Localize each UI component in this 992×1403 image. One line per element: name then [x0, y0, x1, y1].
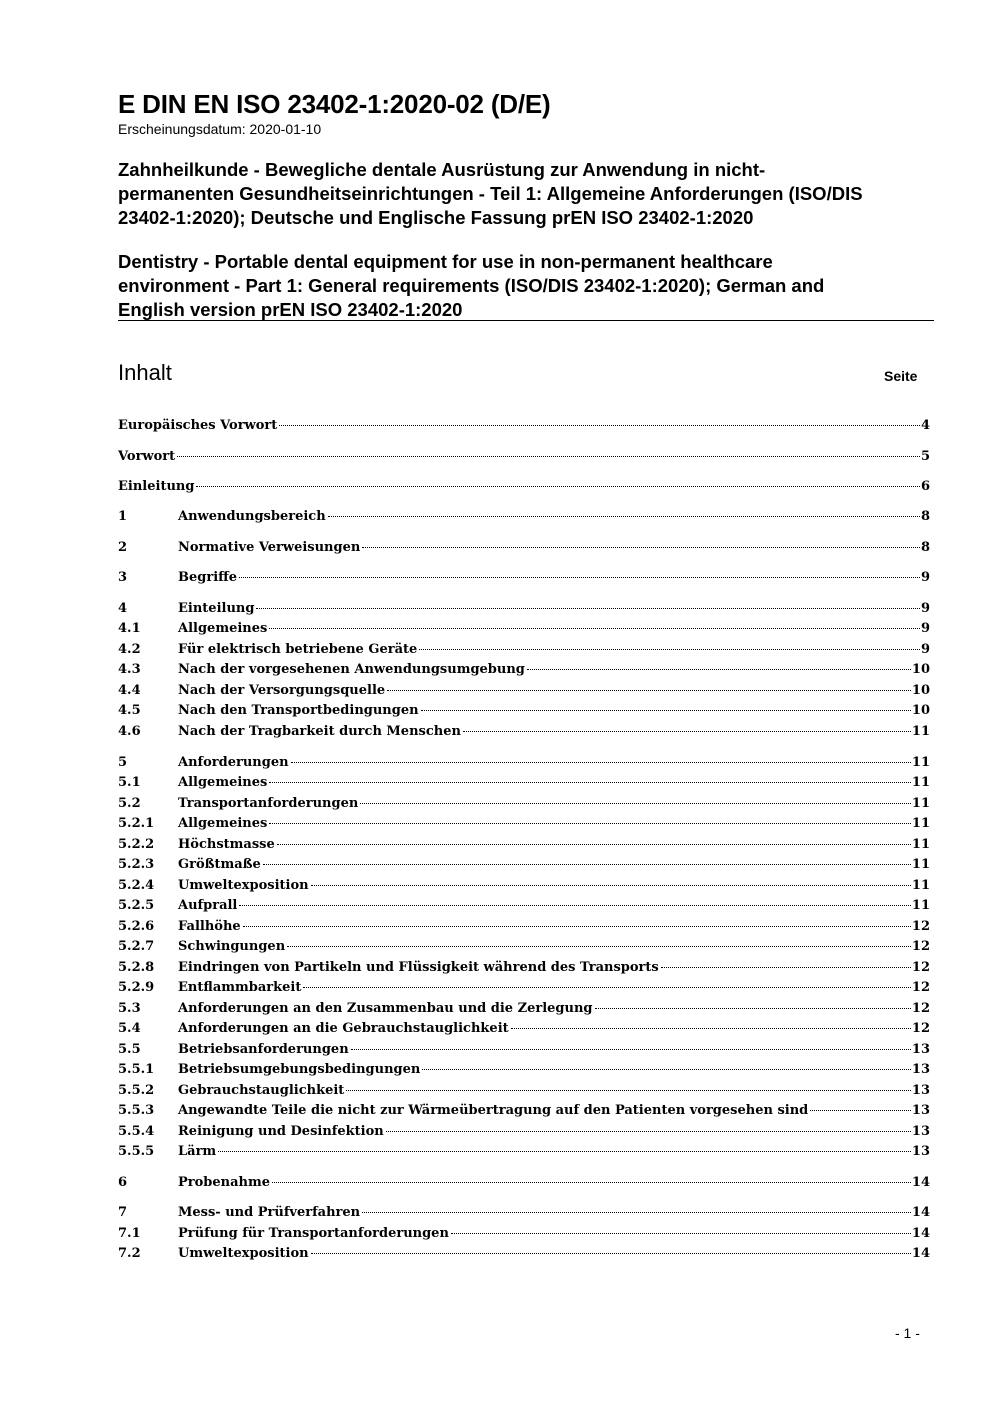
toc-entry-number: 5	[118, 755, 128, 770]
toc-entry-number: 5.2.6	[118, 919, 155, 934]
toc-entry[interactable]	[118, 1144, 930, 1164]
toc-dot-leader	[451, 1233, 911, 1234]
toc-dot-leader	[328, 516, 920, 517]
toc-entry-label: Höchstmasse	[178, 837, 275, 852]
publication-date: Erscheinungsdatum: 2020-01-10	[118, 121, 322, 137]
toc-dot-leader	[810, 1110, 911, 1111]
toc-dot-leader	[346, 1090, 911, 1091]
toc-entry-label: Größtmaße	[178, 857, 261, 872]
toc-heading: Inhalt	[118, 360, 172, 385]
toc-entry-label: Nach den Transportbedingungen	[178, 703, 419, 718]
toc-entry-number: 5.2.9	[118, 980, 155, 995]
toc-entry[interactable]	[118, 1124, 930, 1144]
toc-entry-page: 13	[911, 1144, 930, 1159]
toc-entry-number: 4.3	[118, 662, 141, 677]
toc-entry[interactable]	[118, 621, 930, 641]
toc-entry[interactable]	[118, 1205, 930, 1225]
toc-entry-page: 11	[911, 796, 930, 811]
title-german-line: 23402-1:2020); Deutsche und Englische Fassung prEN ISO 23402-1:2020	[118, 207, 754, 228]
toc-entry-page: 12	[911, 960, 930, 975]
toc-entry-label: Entflammbarkeit	[178, 980, 302, 995]
toc-entry-label: Betriebsumgebungsbedingungen	[178, 1062, 421, 1077]
toc-entry-label: Nach der Versorgungsquelle	[178, 683, 386, 698]
toc-entry-number: 5.5.1	[118, 1062, 155, 1077]
title-german-line: Zahnheilkunde - Bewegliche dentale Ausrüstung zur Anwendung in nicht-	[118, 159, 766, 180]
toc-entry-page: 14	[911, 1205, 930, 1220]
toc-entry-label: Aufprall	[178, 898, 238, 913]
title-german-line: permanenten Gesundheitseinrichtungen - Teil 1: Allgemeine Anforderungen (ISO/DIS	[118, 183, 863, 204]
toc-entry-label: Schwingungen	[178, 939, 286, 954]
toc-entry-label: Gebrauchstauglichkeit	[178, 1083, 345, 1098]
toc-entry[interactable]	[118, 509, 930, 529]
toc-entry-label: Normative Verweisungen	[178, 540, 361, 555]
toc-dot-leader	[421, 710, 911, 711]
toc-entry-page: 12	[911, 980, 930, 995]
toc-entry-number: 7.1	[118, 1226, 141, 1241]
toc-entry-label: Anforderungen	[178, 755, 289, 770]
toc-entry-number: 7	[118, 1205, 128, 1220]
toc-entry-number: 7.2	[118, 1246, 141, 1261]
toc-entry[interactable]	[118, 662, 930, 682]
toc-dot-leader	[263, 864, 911, 865]
toc-entry[interactable]	[118, 540, 930, 560]
toc-entry-number: 5.2.1	[118, 816, 155, 831]
toc-dot-leader	[269, 628, 920, 629]
toc-dot-leader	[279, 425, 920, 426]
toc-entry-page: 13	[911, 1062, 930, 1077]
toc-entry-number: 5.5	[118, 1042, 141, 1057]
toc-entry[interactable]	[118, 601, 930, 621]
toc-entry[interactable]	[118, 1001, 930, 1021]
toc-entry-label: Umweltexposition	[178, 878, 309, 893]
toc-entry[interactable]	[118, 837, 930, 857]
toc-entry-label: Betriebsanforderungen	[178, 1042, 349, 1057]
toc-dot-leader	[419, 649, 920, 650]
toc-entry-page: 11	[911, 775, 930, 790]
toc-entry[interactable]	[118, 796, 930, 816]
toc-entry-page: 14	[911, 1246, 930, 1261]
toc-entry-number: 5.2.4	[118, 878, 155, 893]
toc-entry-page: 14	[911, 1226, 930, 1241]
toc-entry-page: 13	[911, 1042, 930, 1057]
toc-entry-page: 8	[920, 540, 930, 555]
toc-entry-page: 11	[911, 898, 930, 913]
toc-entry-label: Mess- und Prüfverfahren	[178, 1205, 361, 1220]
toc-entry[interactable]	[118, 724, 930, 744]
toc-entry-number: 5.5.5	[118, 1144, 155, 1159]
toc-entry-label: Probenahme	[178, 1175, 271, 1190]
toc-entry-number: 4.1	[118, 621, 141, 636]
toc-entry-page: 10	[911, 683, 930, 698]
toc-entry-page: 14	[911, 1175, 930, 1190]
toc-entry[interactable]	[118, 939, 930, 959]
toc-entry-page: 11	[911, 878, 930, 893]
toc-entry-label: Umweltexposition	[178, 1246, 309, 1261]
toc-entry[interactable]	[118, 898, 930, 918]
toc-entry-label: Transportanforderungen	[178, 796, 359, 811]
toc-entry[interactable]	[118, 570, 930, 590]
toc-entry-number: 6	[118, 1175, 128, 1190]
toc-entry[interactable]	[118, 479, 930, 499]
toc-entry-number: 5.2.5	[118, 898, 155, 913]
toc-entry-page: 12	[911, 919, 930, 934]
toc-dot-leader	[196, 486, 920, 487]
toc-entry-number: 5.2.8	[118, 960, 155, 975]
toc-entry-page: 8	[920, 509, 930, 524]
toc-entry[interactable]	[118, 1083, 930, 1103]
toc-dot-leader	[362, 547, 920, 548]
toc-entry-number: 5.1	[118, 775, 141, 790]
toc-dot-leader	[243, 926, 911, 927]
toc-entry[interactable]	[118, 816, 930, 836]
toc-dot-leader	[269, 823, 911, 824]
toc-entry-page: 12	[911, 1001, 930, 1016]
page-number: - 1 -	[895, 1325, 920, 1341]
toc-dot-leader	[272, 1182, 911, 1183]
toc-dot-leader	[387, 690, 911, 691]
toc-entry-page: 13	[911, 1103, 930, 1118]
title-divider	[118, 320, 934, 321]
toc-entry-number: 5.3	[118, 1001, 141, 1016]
toc-entry-label: Anwendungsbereich	[178, 509, 326, 524]
toc-entry-page: 11	[911, 816, 930, 831]
toc-entry[interactable]	[118, 1021, 930, 1041]
toc-entry-label: Europäisches Vorwort	[118, 418, 278, 433]
toc-dot-leader	[303, 987, 911, 988]
toc-entry[interactable]	[118, 775, 930, 795]
toc-entry-page: 10	[911, 662, 930, 677]
toc-entry-number: 5.5.3	[118, 1103, 155, 1118]
toc-entry-number: 5.2.7	[118, 939, 155, 954]
toc-entry-number: 4.2	[118, 642, 141, 657]
toc-entry-number: 4.4	[118, 683, 141, 698]
toc-entry-page: 6	[920, 479, 930, 494]
toc-entry-page: 13	[911, 1124, 930, 1139]
toc-entry-number: 4.5	[118, 703, 141, 718]
toc-entry[interactable]	[118, 1226, 930, 1246]
toc-entry-number: 5.2	[118, 796, 141, 811]
toc-entry-page: 10	[911, 703, 930, 718]
toc-dot-leader	[386, 1131, 911, 1132]
toc-dot-leader	[177, 456, 920, 457]
toc-entry-number: 5.2.3	[118, 857, 155, 872]
toc-entry-page: 9	[920, 642, 930, 657]
toc-entry-label: Nach der vorgesehenen Anwendungsumgebung	[178, 662, 525, 677]
toc-entry-number: 3	[118, 570, 128, 585]
document-id: E DIN EN ISO 23402-1:2020-02 (D/E)	[118, 89, 551, 119]
toc-entry[interactable]	[118, 919, 930, 939]
toc-dot-leader	[269, 782, 911, 783]
toc-dot-leader	[311, 885, 911, 886]
title-english	[118, 250, 938, 322]
toc-dot-leader	[463, 731, 911, 732]
toc-dot-leader	[311, 1253, 911, 1254]
toc-entry[interactable]	[118, 1062, 930, 1082]
toc-entry-page: 4	[920, 418, 930, 433]
toc-dot-leader	[661, 967, 911, 968]
title-english-line: Dentistry - Portable dental equipment for use in non-permanent healthcare	[118, 251, 773, 272]
toc-entry-label: Eindringen von Partikeln und Flüssigkeit während des Transports	[178, 960, 659, 975]
toc-entry[interactable]	[118, 1175, 930, 1195]
toc-entry-label: Lärm	[178, 1144, 217, 1159]
toc-dot-leader	[527, 669, 911, 670]
toc-entry-label: Einteilung	[178, 601, 255, 616]
toc-entry-page: 5	[920, 449, 930, 464]
toc-entry-label: Angewandte Teile die nicht zur Wärmeübertragung auf den Patienten vorgesehen sind	[178, 1103, 809, 1118]
toc-entry[interactable]	[118, 878, 930, 898]
toc-entry[interactable]	[118, 449, 930, 469]
toc-dot-leader	[291, 762, 911, 763]
toc-dot-leader	[595, 1008, 911, 1009]
toc-entry[interactable]	[118, 642, 930, 662]
toc-entry[interactable]	[118, 1042, 930, 1062]
toc-entry[interactable]	[118, 960, 930, 980]
toc-entry-label: Allgemeines	[178, 816, 268, 831]
toc-entry-number: 5.5.4	[118, 1124, 155, 1139]
toc-entry-label: Einleitung	[118, 479, 195, 494]
toc-entry-label: Für elektrisch betriebene Geräte	[178, 642, 418, 657]
title-german	[118, 158, 938, 230]
toc-entry[interactable]	[118, 703, 930, 723]
toc-entry[interactable]	[118, 755, 930, 775]
toc-entry-number: 5.4	[118, 1021, 141, 1036]
toc-dot-leader	[422, 1069, 911, 1070]
toc-entry-label: Allgemeines	[178, 775, 268, 790]
toc-entry-page: 9	[920, 601, 930, 616]
title-english-line: environment - Part 1: General requirements (ISO/DIS 23402-1:2020); German and	[118, 275, 825, 296]
toc-entry-label: Anforderungen an die Gebrauchstauglichkeit	[178, 1021, 509, 1036]
toc-entry[interactable]	[118, 418, 930, 438]
toc-entry-page: 11	[911, 837, 930, 852]
toc-dot-leader	[218, 1151, 911, 1152]
toc-entry-page: 12	[911, 939, 930, 954]
toc-entry-label: Vorwort	[118, 449, 176, 464]
toc-entry-page: 11	[911, 724, 930, 739]
toc-entry-number: 2	[118, 540, 128, 555]
toc-entry-label: Reinigung und Desinfektion	[178, 1124, 384, 1139]
toc-entry-page: 11	[911, 755, 930, 770]
toc-dot-leader	[351, 1049, 911, 1050]
toc-entry[interactable]	[118, 1246, 930, 1266]
toc-entry-page: 13	[911, 1083, 930, 1098]
toc-entry[interactable]	[118, 980, 930, 1000]
toc-dot-leader	[360, 803, 911, 804]
toc-entry[interactable]	[118, 1103, 930, 1123]
toc-dot-leader	[277, 844, 911, 845]
toc-entry-label: Allgemeines	[178, 621, 268, 636]
toc-entry-label: Nach der Tragbarkeit durch Menschen	[178, 724, 461, 739]
toc-dot-leader	[362, 1212, 911, 1213]
toc-page-column-label: Seite	[884, 368, 918, 384]
toc-entry-number: 5.5.2	[118, 1083, 155, 1098]
toc-entry[interactable]	[118, 857, 930, 877]
toc-entry-page: 11	[911, 857, 930, 872]
toc-entry-page: 9	[920, 570, 930, 585]
toc-entry-label: Fallhöhe	[178, 919, 241, 934]
toc-entry-label: Prüfung für Transportanforderungen	[178, 1226, 449, 1241]
toc-entry-number: 5.2.2	[118, 837, 155, 852]
toc-entry-number: 1	[118, 509, 128, 524]
toc-entry-number: 4.6	[118, 724, 141, 739]
toc-entry-label: Begriffe	[178, 570, 238, 585]
toc-dot-leader	[287, 946, 911, 947]
toc-dot-leader	[511, 1028, 911, 1029]
toc-entry-page: 9	[920, 621, 930, 636]
toc-dot-leader	[256, 608, 920, 609]
toc-entry-number: 4	[118, 601, 128, 616]
toc-entry[interactable]	[118, 683, 930, 703]
toc-entry-label: Anforderungen an den Zusammenbau und die Zerlegung	[178, 1001, 593, 1016]
toc-dot-leader	[239, 577, 920, 578]
title-english-line: English version prEN ISO 23402-1:2020	[118, 299, 463, 320]
toc-dot-leader	[239, 905, 911, 906]
toc-entry-page: 12	[911, 1021, 930, 1036]
